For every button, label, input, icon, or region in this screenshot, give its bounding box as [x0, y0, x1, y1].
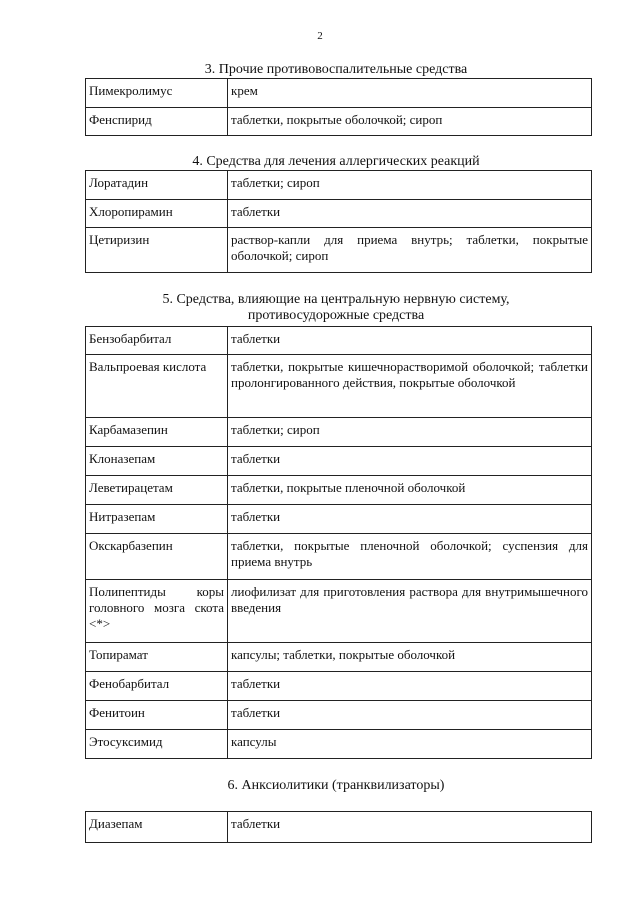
table-row: [86, 228, 592, 273]
drug-name: Фенитоин: [86, 701, 228, 730]
drug-form: таблетки: [228, 701, 592, 730]
section-table-6: [85, 811, 592, 843]
drug-name: Клоназепам: [86, 447, 228, 476]
drug-name: Фенспирид: [86, 108, 228, 136]
drug-form: таблетки: [228, 812, 592, 843]
table-row: [86, 447, 592, 476]
drug-name: Бензобарбитал: [86, 327, 228, 355]
drug-form: таблетки; сироп: [228, 171, 592, 200]
drug-name: Диазепам: [86, 812, 228, 843]
drug-name: Нитразепам: [86, 505, 228, 534]
table-row: [86, 643, 592, 672]
drug-form: таблетки: [228, 672, 592, 701]
drug-form: таблетки, покрытые оболочкой; сироп: [228, 108, 592, 136]
table-row: [86, 505, 592, 534]
drug-name: Карбамазепин: [86, 418, 228, 447]
section-table-4: [85, 170, 592, 273]
drug-name: Топирамат: [86, 643, 228, 672]
section-heading-5-line1: 5. Средства, влияющие на центральную нервную систему,: [162, 292, 510, 307]
table-row: [86, 580, 592, 643]
drug-form: таблетки: [228, 505, 592, 534]
section-heading-5: [80, 292, 592, 324]
drug-form: таблетки: [228, 327, 592, 355]
table-row: [86, 200, 592, 228]
drug-name: Этосуксимид: [86, 730, 228, 759]
drug-form: лиофилизат для приготовления раствора для внутримышечного введения: [228, 580, 592, 643]
section-table-5: [85, 326, 592, 759]
drug-form: капсулы: [228, 730, 592, 759]
table-row: [86, 476, 592, 505]
drug-form: таблетки, покрытые кишечнорастворимой оболочкой; таблетки пролонгированного действия, покрытые оболочкой: [228, 355, 592, 418]
drug-form: таблетки: [228, 447, 592, 476]
drug-form: таблетки; сироп: [228, 418, 592, 447]
table-row: [86, 327, 592, 355]
table-row: [86, 108, 592, 136]
section-heading-6: 6. Анксиолитики (транквилизаторы): [227, 778, 445, 793]
section-heading-3: 3. Прочие противовоспалительные средства: [204, 62, 468, 77]
drug-form: крем: [228, 79, 592, 108]
table-row: [86, 79, 592, 108]
drug-form: таблетки, покрытые пленочной оболочкой; суспензия для приема внутрь: [228, 534, 592, 580]
table-row: [86, 672, 592, 701]
table-row: [86, 534, 592, 580]
section-heading-5-line2: противосудорожные средства: [247, 308, 425, 323]
drug-form: таблетки: [228, 200, 592, 228]
drug-name: Фенобарбитал: [86, 672, 228, 701]
section-heading-4: 4. Средства для лечения аллергических реакций: [192, 154, 480, 169]
page-number: 2: [317, 30, 323, 42]
table-row: [86, 701, 592, 730]
table-row: [86, 812, 592, 843]
table-row: [86, 730, 592, 759]
drug-name: Полипептиды коры головного мозга скота <*>: [86, 580, 228, 643]
drug-name: Вальпроевая кислота: [86, 355, 228, 418]
drug-name: Хлоропирамин: [86, 200, 228, 228]
drug-form: раствор-капли для приема внутрь; таблетки, покрытые оболочкой; сироп: [228, 228, 592, 273]
drug-name: Цетиризин: [86, 228, 228, 273]
drug-form: таблетки, покрытые пленочной оболочкой: [228, 476, 592, 505]
drug-name: Леветирацетам: [86, 476, 228, 505]
table-row: [86, 418, 592, 447]
section-table-3: [85, 78, 592, 136]
table-row: [86, 355, 592, 418]
table-row: [86, 171, 592, 200]
drug-name: Окскарбазепин: [86, 534, 228, 580]
drug-form: капсулы; таблетки, покрытые оболочкой: [228, 643, 592, 672]
drug-name: Пимекролимус: [86, 79, 228, 108]
drug-name: Лоратадин: [86, 171, 228, 200]
